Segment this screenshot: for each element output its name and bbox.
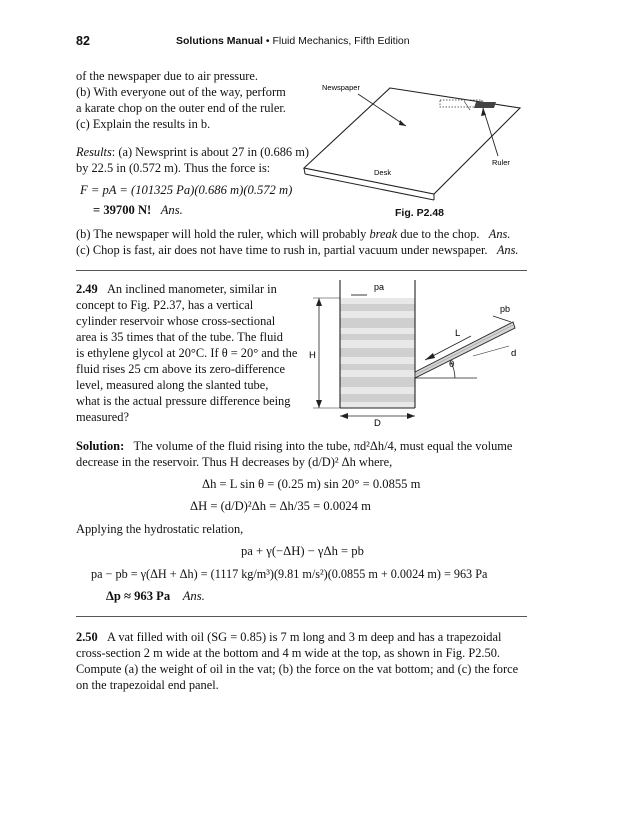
p249-solution-line2: decrease in the reservoir. Thus H decreases by (d/D)² Δh where, [76, 455, 393, 469]
label-L: L [455, 328, 461, 339]
p249-solution-line1 [76, 438, 512, 454]
desk-edge [305, 174, 434, 200]
label-theta: θ [449, 359, 455, 370]
c-text: (c) Chop is fast, air does not have time to rush in, partial vacuum under newspaper. [76, 243, 488, 257]
p248-intro [76, 68, 286, 132]
b-text-1: (b) The newspaper will hold the ruler, which will probably [76, 227, 370, 241]
p248-intro-line: (c) Explain the results in b. [76, 117, 211, 131]
label-pb: pb [500, 304, 511, 314]
p250-line-text: A vat filled with oil (SG = 0.85) is 7 m long and 3 m deep and has a trapezoidal [106, 630, 502, 644]
p248-answer: = 39700 N! [93, 203, 152, 217]
p250-line [76, 629, 518, 645]
results-text-1: : (a) Newsprint is about 27 in (0.686 m) [111, 145, 309, 159]
header-subtitle: Fluid Mechanics, Fifth Edition [272, 35, 410, 47]
p248-results-line1 [76, 144, 309, 160]
p249-line: measured? [76, 410, 129, 424]
p249-line: level, measured along the slanted tube, [76, 378, 269, 392]
p248-intro-line: of the newspaper due to air pressure. [76, 69, 259, 83]
label-newspaper: Newspaper [322, 83, 360, 92]
ans-label: Ans. [488, 227, 511, 241]
label-pa: pa [374, 282, 385, 292]
p249-number: 2.49 [76, 282, 98, 296]
p248-intro-line: a karate chop on the outer end of the ruler. [76, 101, 286, 115]
p249-line: fluid rises 25 cm above its zero-difference [76, 362, 285, 376]
p249-problem [76, 281, 298, 425]
p248-part-c [76, 242, 519, 258]
p248-answer-line [93, 203, 183, 218]
inclined-tube [415, 322, 515, 378]
label-desk: Desk [374, 168, 392, 177]
figure-caption-p248: Fig. P2.48 [395, 207, 445, 219]
p250-line: cross-section 2 m wide at the bottom and 4 m wide at the top, as shown in Fig. P2.50. [76, 646, 500, 660]
ans-label: Ans. [182, 589, 205, 603]
p249-answer: Δp ≈ 963 Pa [106, 589, 171, 603]
solution-label: Solution: [76, 439, 125, 453]
eq-result: pa − pb = γ(ΔH + Δh) = (1117 kg/m³)(9.81 m/s²)(0.0855 m + 0.0024 m) = 963 Pa [91, 567, 488, 581]
desk-edge [304, 168, 305, 174]
p248-intro-line: (b) With everyone out of the way, perform [76, 85, 286, 99]
divider [76, 270, 527, 271]
ruler-icon [474, 102, 496, 108]
p248-force-equation: F = pA = (101325 Pa)(0.686 m)(0.572 m) [80, 183, 293, 197]
p250-problem [76, 629, 518, 693]
p248-results-line2: by 22.5 in (0.572 m). Thus the force is: [76, 161, 271, 175]
applying-text: Applying the hydrostatic relation, [76, 522, 244, 536]
b-text-2: due to the chop. [397, 227, 480, 241]
label-ruler: Ruler [492, 158, 510, 167]
p249-line-text: An inclined manometer, similar in [106, 282, 277, 296]
header-title: Solutions Manual [176, 35, 263, 47]
p249-line [76, 281, 298, 297]
p250-number: 2.50 [76, 630, 98, 644]
p249-line: cylinder reservoir whose cross-sectional [76, 314, 276, 328]
p250-line: on the trapezoidal end panel. [76, 678, 219, 692]
header-bullet: • [265, 35, 270, 47]
eq-hydrostatic: pa + γ(−ΔH) − γΔh = pb [241, 544, 364, 558]
p248-part-b [76, 226, 510, 242]
eq-delta-H: ΔH = (d/D)²Δh = Δh/35 = 0.0024 m [190, 499, 371, 513]
divider [76, 616, 527, 617]
label-D: D [374, 418, 381, 428]
p249-line: area is 35 times that of the tube. The fluid [76, 330, 283, 344]
p250-line: Compute (a) the weight of oil in the vat; (b) the force on the vat bottom; and (c) the force [76, 662, 519, 676]
label-d: d [511, 348, 517, 359]
b-text-break: break [369, 227, 398, 241]
eq-delta-h: Δh = L sin θ = (0.25 m) sin 20° = 0.0855 m [202, 477, 421, 491]
figure-p249 [305, 276, 530, 428]
figure-p248 [300, 76, 530, 208]
ans-label: Ans. [160, 203, 183, 217]
results-label: Results [76, 145, 112, 159]
running-header [176, 35, 410, 47]
ans-label: Ans. [496, 243, 519, 257]
p249-answer-line [106, 589, 205, 604]
p249-line: concept to Fig. P2.37, has a vertical [76, 298, 254, 312]
solution-text-1: The volume of the fluid rising into the tube, πd²Δh/4, must equal the volume [133, 439, 513, 453]
page-number: 82 [76, 34, 90, 48]
p249-line: what is the actual pressure difference being [76, 394, 291, 408]
label-H: H [309, 350, 316, 361]
p249-line: is ethylene glycol at 20°C. If θ = 20° and the [76, 346, 298, 360]
